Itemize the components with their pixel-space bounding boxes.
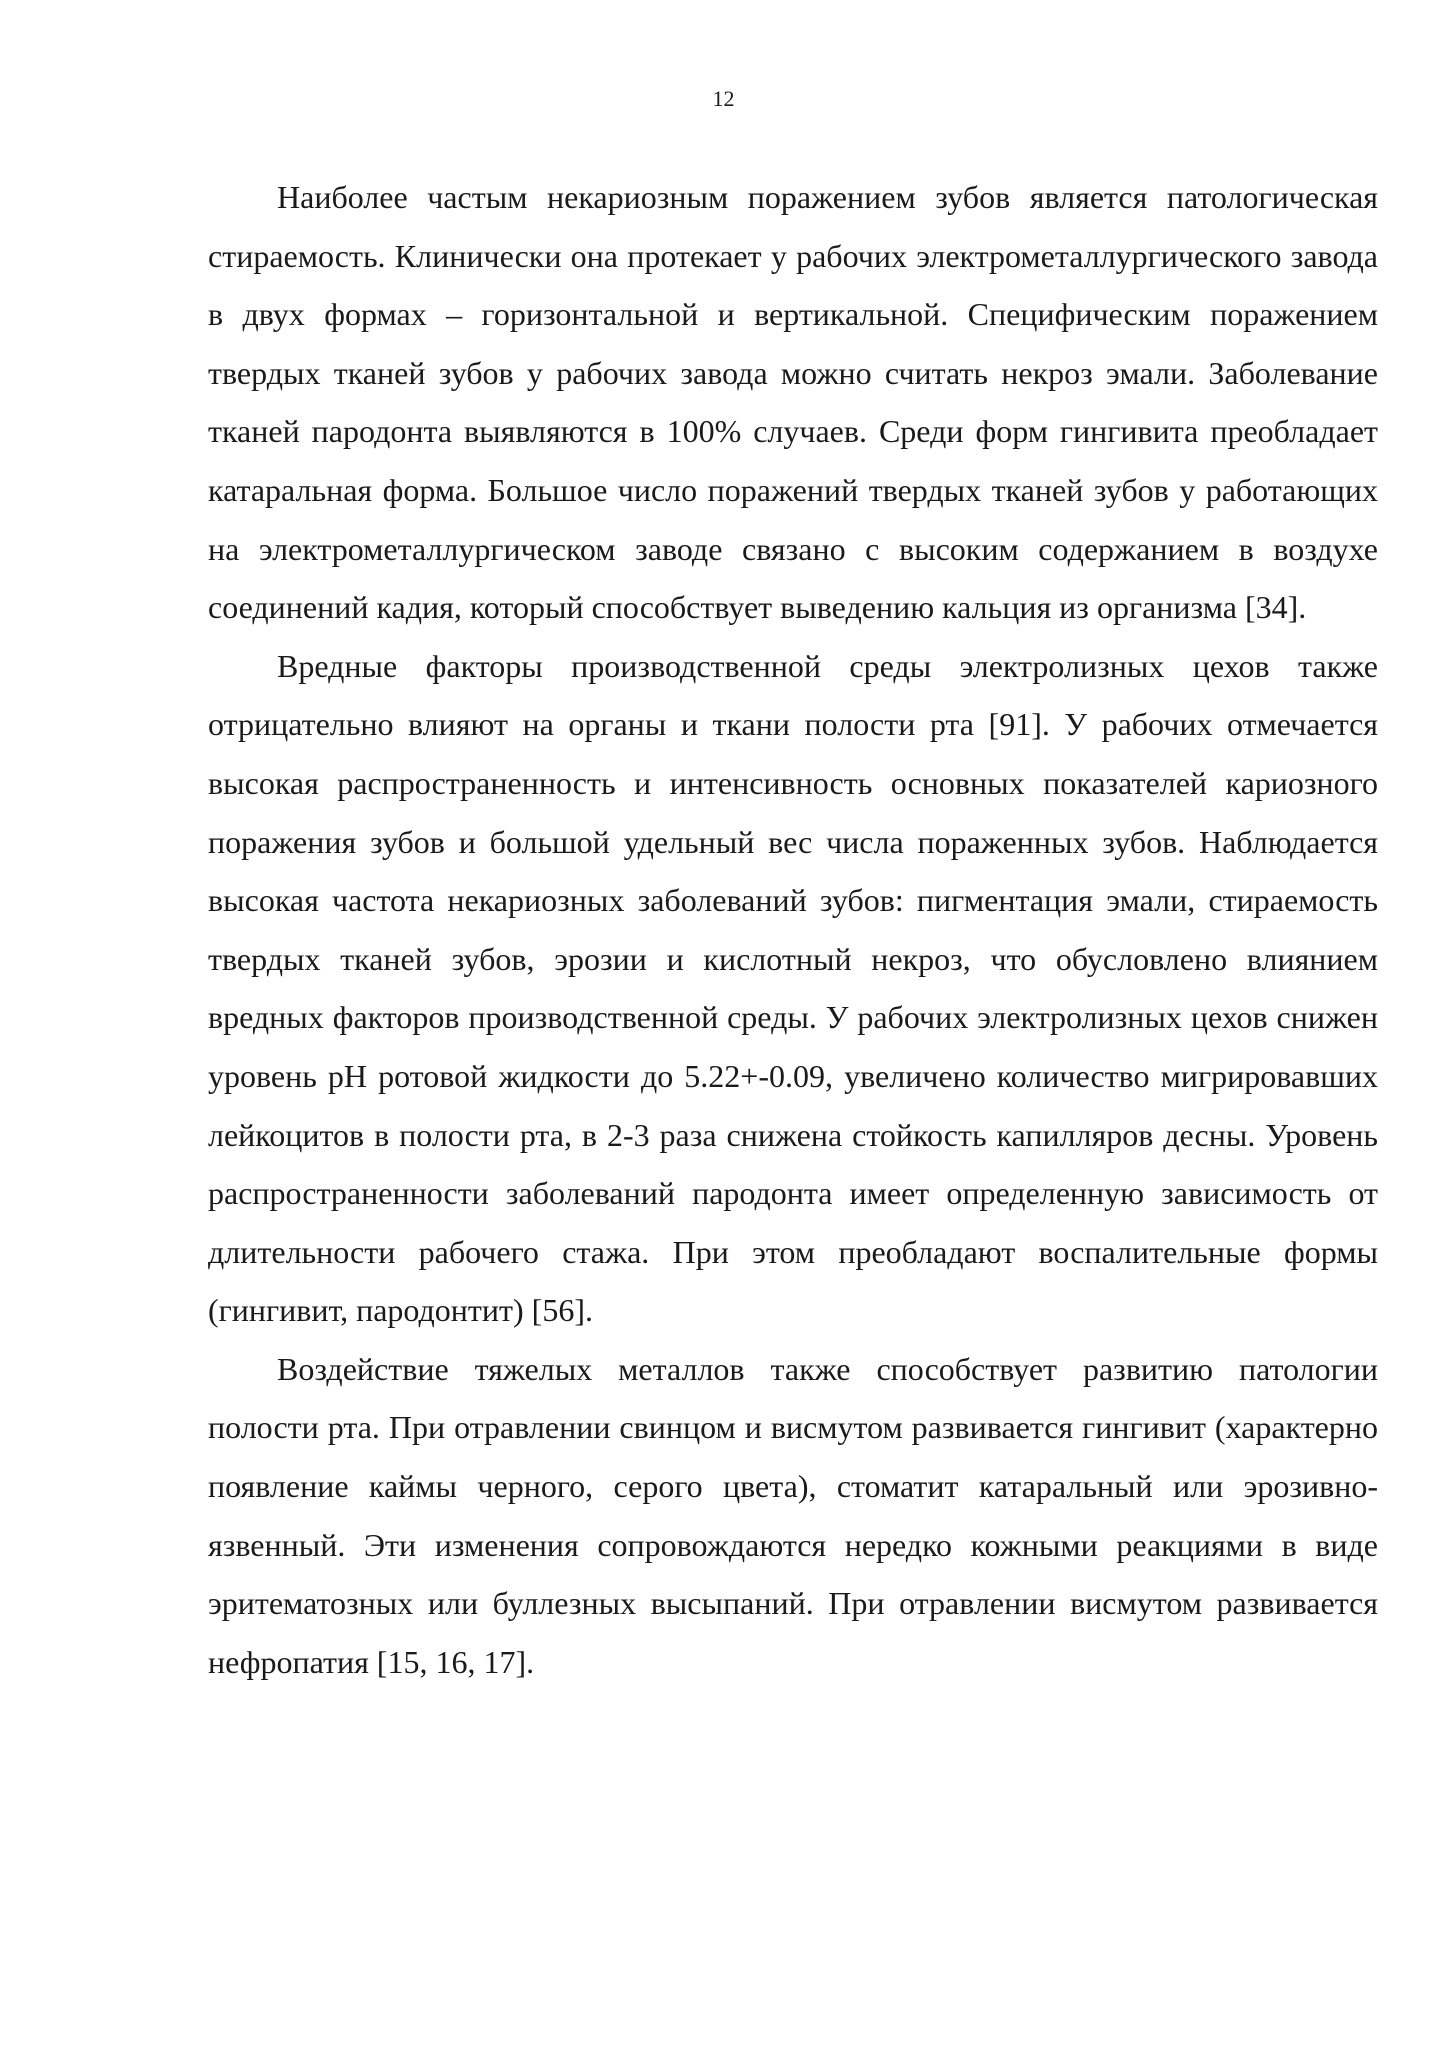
body-text [208,168,1378,1691]
paragraph-electrolysis-factors: Вредные факторы производственной среды электролизных цехов также отрицательно влияют на органы и ткани полости рта [91]. У рабочих отмечается высокая распространенность и интенсивность основных показателей кариозного поражения зубов и большой удельный вес числа пораженных зубов. Наблюдается высокая частота некариозных заболеваний зубов: пигментация эмали, стираемость твердых тканей зубов, эрозии и кислотный некроз, что обусловлено влиянием вредных факторов производственной среды. У рабочих электролизных цехов снижен уровень pH ротовой жидкости до 5.22+-0.09, увеличено количество мигрировавших лейкоцитов в полости рта, в 2-3 раза снижена стойкость капилляров десны. Уровень распространенности заболеваний пародонта имеет определенную зависимость от длительности рабочего стажа. При этом преобладают воспалительные формы (гингивит, пародонтит) [56]. [208,647,1378,1329]
page-number: 12 [712,86,735,111]
paragraph-heavy-metals-intro: Наиболее частым некариозным поражением зубов является патологическая стираемость. Клинически она протекает у рабочих электрометаллургического завода в двух формах – горизонтальной и вертикальной. Специфическим поражением твердых тканей зубов у рабочих завода можно считать некроз эмали. Заболевание тканей пародонта выявляются в 100% случаев. Среди форм гингивита преобладает катаральная форма. Большое число поражений твердых тканей зубов у работающих на электрометаллургическом заводе связано с высоким содержанием в воздухе соединений кадия, который способствует выведению кальция из организма [34]. [208,179,1378,626]
paragraph-heavy-metals-effects: Воздействие тяжелых металлов также способствует развитию патологии полости рта. При отравлении свинцом и висмутом развивается гингивит (характерно появление каймы черного, серого цвета), стоматит катаральный или эрозивно-язвенный. Эти изменения сопровождаются нередко кожными реакциями в виде эритематозных или буллезных высыпаний. При отравлении висмутом развивается нефропатия [15, 16, 17]. [208,1350,1378,1680]
